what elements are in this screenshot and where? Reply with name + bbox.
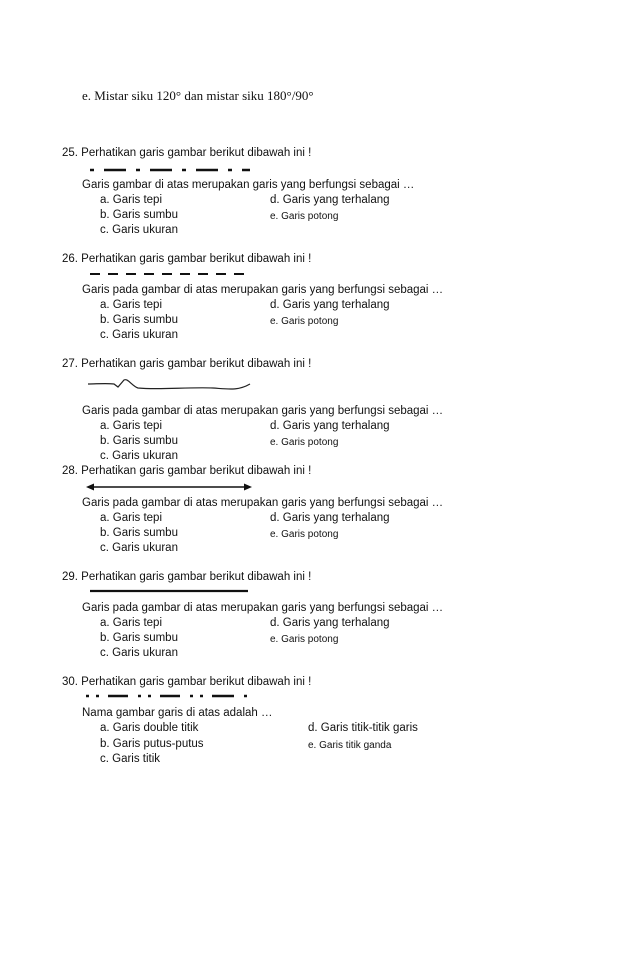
question-intro: Garis pada gambar di atas merupakan garis yang berfungsi sebagai … — [82, 497, 444, 509]
question-title: 27. Perhatikan garis gambar berikut dibawah ini ! — [62, 358, 312, 370]
option-a[interactable]: a. Garis tepi — [100, 617, 162, 629]
dash-dot-line-figure — [90, 166, 250, 174]
question-intro: Garis pada gambar di atas merupakan garis yang berfungsi sebagai … — [82, 602, 444, 614]
question-intro: Nama gambar garis di atas adalah … — [82, 707, 273, 719]
option-d[interactable]: d. Garis yang terhalang — [270, 420, 390, 432]
question-title: 26. Perhatikan garis gambar berikut dibawah ini ! — [62, 253, 312, 265]
option-b[interactable]: b. Garis sumbu — [100, 314, 178, 326]
option-c[interactable]: c. Garis ukuran — [100, 329, 178, 341]
question-intro: Garis pada gambar di atas merupakan garis yang berfungsi sebagai … — [82, 284, 444, 296]
option-e[interactable]: e. Garis potong — [270, 316, 339, 327]
option-b[interactable]: b. Garis sumbu — [100, 435, 178, 447]
option-b[interactable]: b. Garis sumbu — [100, 527, 178, 539]
option-e[interactable]: e. Garis potong — [270, 634, 339, 645]
option-a[interactable]: a. Garis tepi — [100, 512, 162, 524]
option-e[interactable]: e. Garis potong — [270, 437, 339, 448]
question-intro: Garis gambar di atas merupakan garis yang berfungsi sebagai … — [82, 179, 415, 191]
option-d[interactable]: d. Garis yang terhalang — [270, 617, 390, 629]
option-b[interactable]: b. Garis sumbu — [100, 209, 178, 221]
option-c[interactable]: c. Garis ukuran — [100, 647, 178, 659]
option-d[interactable]: d. Garis titik-titik garis — [308, 722, 418, 734]
option-d[interactable]: d. Garis yang terhalang — [270, 194, 390, 206]
top-option-e: e. Mistar siku 120° dan mistar siku 180°/90° — [82, 88, 314, 103]
question-intro: Garis pada gambar di atas merupakan garis yang berfungsi sebagai … — [82, 405, 444, 417]
option-e[interactable]: e. Garis potong — [270, 529, 339, 540]
option-c[interactable]: c. Garis ukuran — [100, 542, 178, 554]
option-d[interactable]: d. Garis yang terhalang — [270, 299, 390, 311]
freehand-line-figure — [88, 378, 253, 394]
dashed-line-figure — [90, 270, 250, 278]
option-a[interactable]: a. Garis double titik — [100, 722, 199, 734]
option-c[interactable]: c. Garis ukuran — [100, 450, 178, 462]
question-title: 28. Perhatikan garis gambar berikut dibawah ini ! — [62, 465, 312, 477]
double-arrow-line-figure — [86, 482, 252, 492]
option-b[interactable]: b. Garis putus-putus — [100, 738, 204, 750]
question-title: 30. Perhatikan garis gambar berikut dibawah ini ! — [62, 676, 312, 688]
option-d[interactable]: d. Garis yang terhalang — [270, 512, 390, 524]
solid-line-figure — [90, 588, 250, 594]
dash-double-dot-line-figure — [86, 692, 250, 700]
question-title: 25. Perhatikan garis gambar berikut dibawah ini ! — [62, 147, 312, 159]
option-e[interactable]: e. Garis potong — [270, 211, 339, 222]
option-b[interactable]: b. Garis sumbu — [100, 632, 178, 644]
option-a[interactable]: a. Garis tepi — [100, 420, 162, 432]
option-c[interactable]: c. Garis titik — [100, 753, 161, 765]
option-c[interactable]: c. Garis ukuran — [100, 224, 178, 236]
option-e[interactable]: e. Garis titik ganda — [308, 740, 392, 751]
option-a[interactable]: a. Garis tepi — [100, 299, 162, 311]
question-title: 29. Perhatikan garis gambar berikut dibawah ini ! — [62, 571, 312, 583]
option-a[interactable]: a. Garis tepi — [100, 194, 162, 206]
